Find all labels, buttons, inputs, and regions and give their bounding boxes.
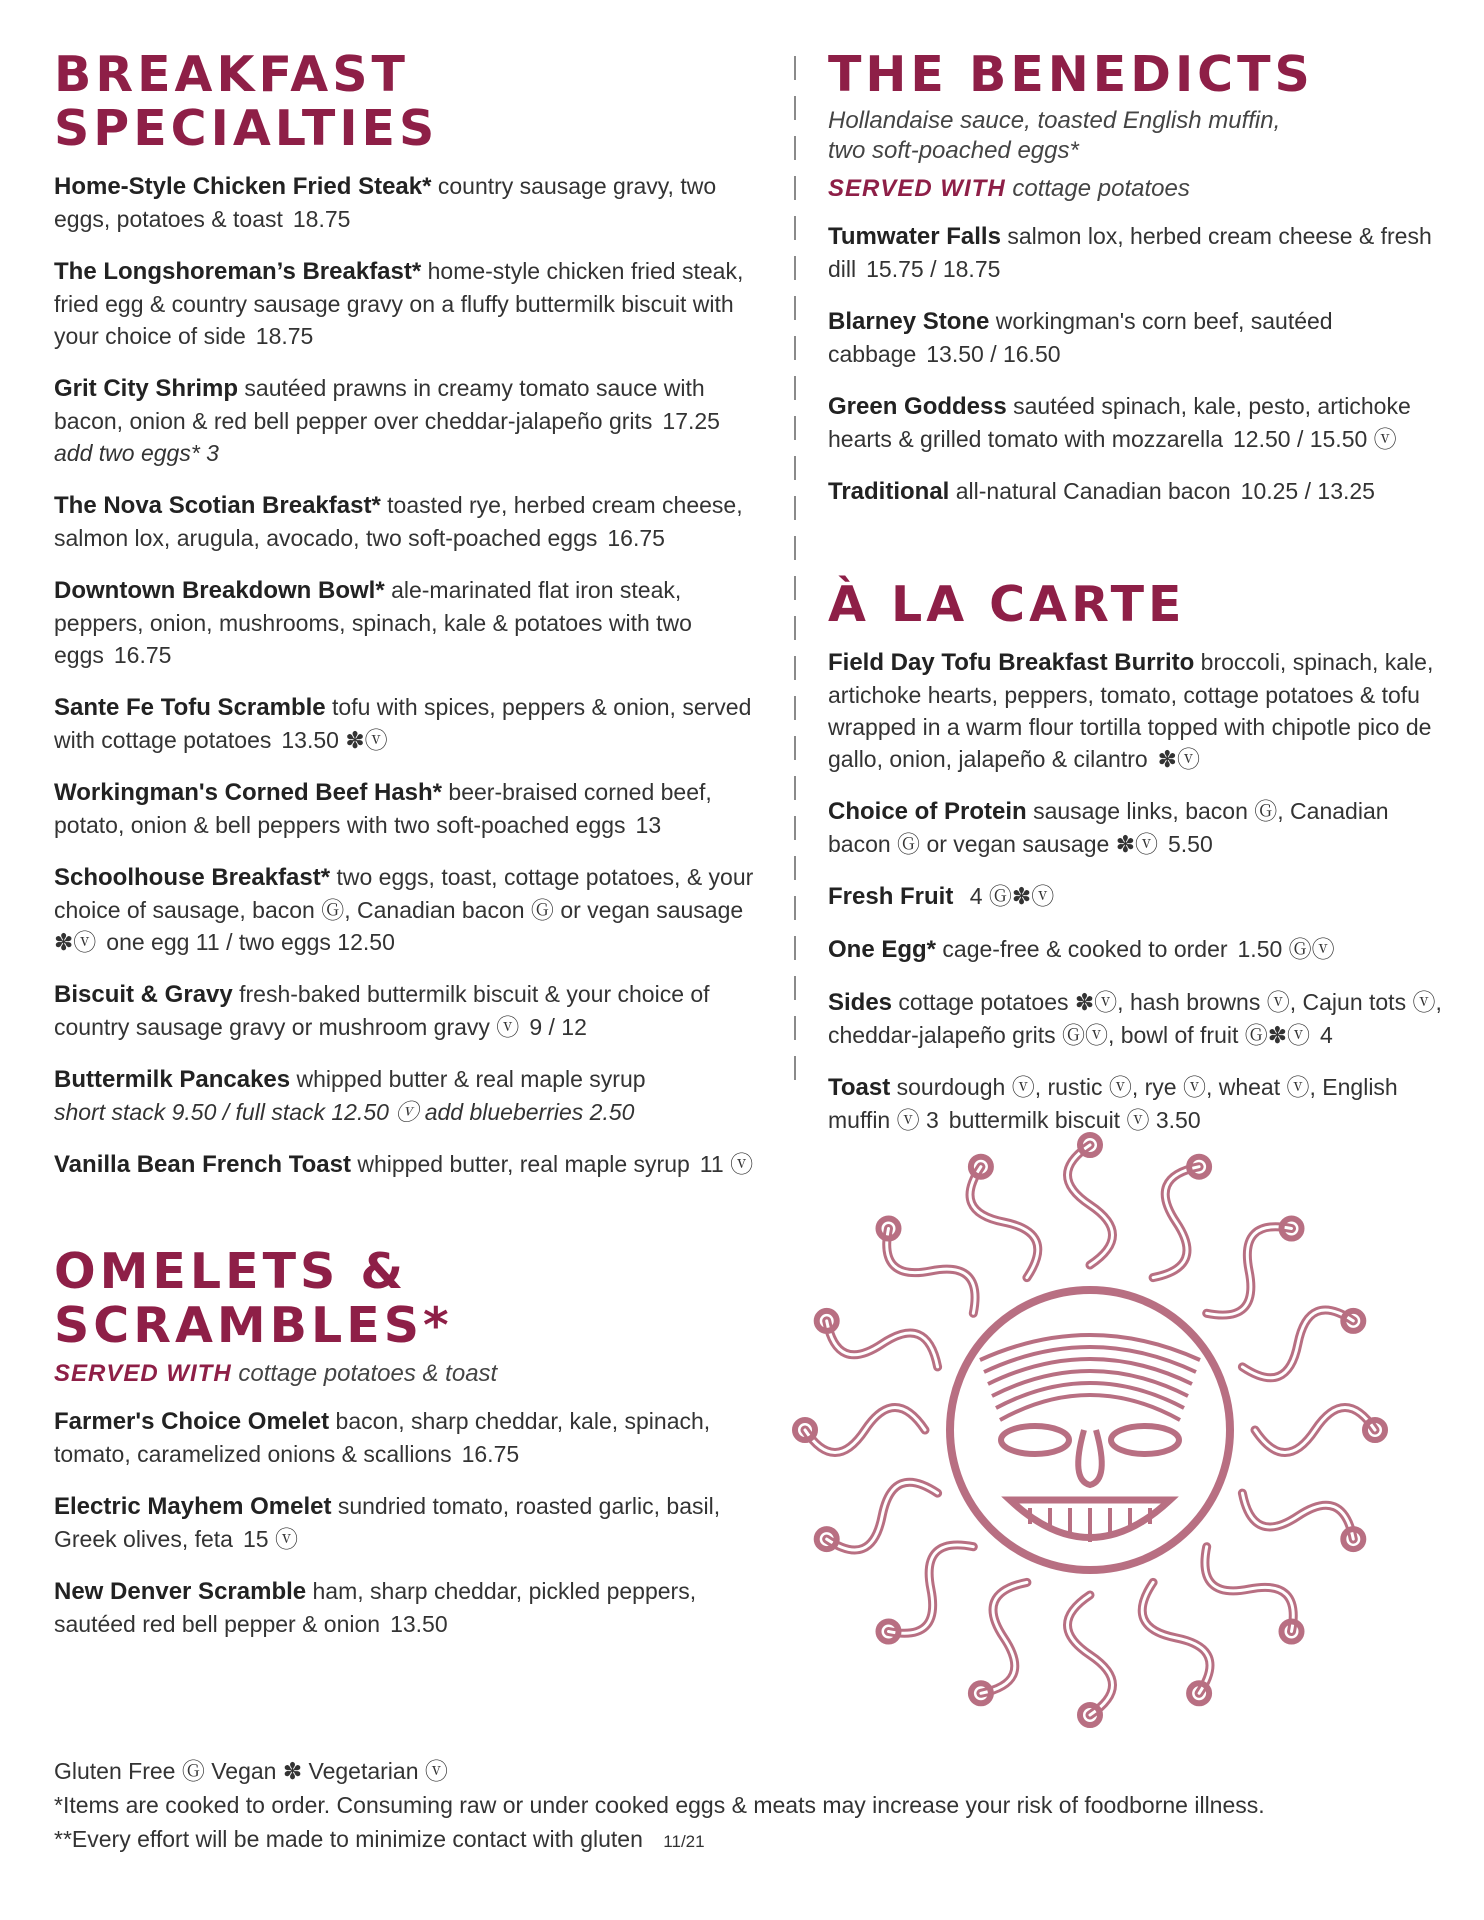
menu-item-price: 15 ⓥ [242, 1526, 298, 1552]
food-safety-note: *Items are cooked to order. Consuming raw or under cooked eggs & meats may increase your risk of foodborne illness. [54, 1792, 1265, 1818]
served-with-text: cottage potatoes [1012, 175, 1190, 202]
menu-item-description: sausage links, bacon Ⓖ, Canadian bacon Ⓖ or vegan sausage ✽ⓥ [828, 798, 1389, 857]
menu-item-price: 15.75 / 18.75 [866, 256, 1001, 282]
omelets-title-line2: SCRAMBLES* [54, 1297, 453, 1354]
menu-item-price: 1.50 Ⓖⓥ [1237, 936, 1335, 962]
benedicts-list [828, 220, 1448, 508]
menu-item [54, 691, 774, 756]
benedicts-subtitle [828, 106, 1448, 166]
menu-item-price: 18.75 [255, 323, 314, 349]
menu-item [828, 933, 1448, 966]
sun-ray-highlight [827, 1482, 938, 1550]
menu-item-price: 13.50 / 16.50 [926, 341, 1061, 367]
menu-item-price: 16.75 [461, 1441, 520, 1467]
served-with-label: SERVED WITH [54, 1360, 232, 1387]
sun-ray-highlight [1205, 1547, 1293, 1632]
menu-item-price: 5.50 [1167, 831, 1213, 857]
menu-item [54, 255, 774, 352]
menu-item-description: whipped butter, real maple syrup [357, 1151, 690, 1177]
left-column [54, 48, 774, 1660]
menu-item-description: salmon lox, herbed cream cheese & fresh dill [828, 223, 1432, 282]
sun-face-icon [760, 1130, 1440, 1760]
menu-item [54, 861, 774, 958]
menu-item-description: ale-marinated flat iron steak, peppers, onion, mushrooms, spinach, kale & potatoes with two eggs [54, 577, 692, 668]
menu-item-price: 11 ⓥ [699, 1151, 754, 1177]
menu-item [54, 1490, 774, 1555]
sun-ray-highlight [889, 1545, 974, 1633]
menu-item-name: Biscuit & Gravy [54, 981, 233, 1008]
column-divider [794, 56, 796, 1086]
menu-item-description: sautéed prawns in creamy tomato sauce with bacon, onion & red bell pepper over cheddar-jalapeño grits [54, 375, 705, 434]
breakfast-title: BREAKFAST SPECIALTIES [54, 46, 439, 157]
menu-item-description: cage-free & cooked to order [942, 936, 1228, 962]
sun-ray-highlight [1207, 1227, 1292, 1315]
menu-item-description: broccoli, spinach, kale, artichoke hearts, peppers, tomato, cottage potatoes & tofu wrapped in a warm flour tortilla topped with chipotle pico de gallo, onion, jalapeño & cilantro [828, 649, 1434, 772]
menu-item-description: country sausage gravy, two eggs, potatoes & toast [54, 173, 717, 232]
dietary-legend: Gluten Free Ⓖ Vegan ✽ Vegetarian ⓥ [54, 1758, 448, 1784]
menu-item-description: workingman's corn beef, sautéed cabbage [828, 308, 1333, 367]
menu-item-price: 4 Ⓖ✽ⓥ [969, 883, 1055, 909]
sun-ray-highlight [981, 1582, 1027, 1693]
menu-item [54, 1575, 774, 1640]
menu-item-description: cottage potatoes ✽ⓥ, hash browns ⓥ, Cajun tots ⓥ, cheddar-jalapeño grits Ⓖⓥ, bowl of fruit Ⓖ✽ⓥ [828, 989, 1442, 1048]
menu-item-name: The Longshoreman’s Breakfast* [54, 258, 422, 285]
menu-item-name: Toast [828, 1074, 891, 1101]
menu-item-description: bacon, sharp cheddar, kale, spinach, tomato, caramelized onions & scallions [54, 1408, 711, 1467]
benedicts-subtitle-line1: Hollandaise sauce, toasted English muffin, [828, 107, 1281, 134]
menu-item-name: Field Day Tofu Breakfast Burrito [828, 649, 1195, 676]
menu-item [54, 489, 774, 554]
menu-item-price: 17.25 [662, 408, 720, 434]
omelets-list [54, 1405, 774, 1640]
benedicts-title: THE BENEDICTS [828, 46, 1314, 103]
menu-item-description: toasted rye, herbed cream cheese, salmon lox, arugula, avocado, two soft-poached eggs [54, 492, 743, 551]
menu-item-name: Vanilla Bean French Toast [54, 1151, 351, 1178]
omelets-title-line1: OMELETS & [54, 1243, 408, 1300]
menu-item [828, 475, 1448, 508]
menu-item [828, 1071, 1448, 1136]
menu-item [828, 986, 1448, 1051]
menu-item-description: all-natural Canadian bacon [955, 478, 1231, 504]
menu-item-description: home-style chicken fried steak, fried egg & country sausage gravy on a fluffy buttermilk biscuit with your choice of side [54, 258, 744, 349]
menu-item-name: Downtown Breakdown Bowl* [54, 577, 385, 604]
menu-item-description: sundried tomato, roasted garlic, basil, Greek olives, feta [54, 1493, 721, 1552]
menu-item-description: whipped butter & real maple syrup [296, 1066, 646, 1092]
menu-item-name: Home-Style Chicken Fried Steak* [54, 173, 432, 200]
menu-item-description: ham, sharp cheddar, pickled peppers, sautéed red bell pepper & onion [54, 1578, 697, 1637]
sun-ray-highlight [970, 1167, 1038, 1278]
menu-item-description: sautéed spinach, kale, pesto, artichoke hearts & grilled tomato with mozzarella [828, 393, 1411, 452]
menu-item-name: Fresh Fruit [828, 883, 954, 910]
menu-item [54, 574, 774, 671]
menu-item-price: one egg 11 / two eggs 12.50 [106, 929, 395, 955]
menu-item-name: Sante Fe Tofu Scramble [54, 694, 326, 721]
menu-item-price: 13.50 [390, 1611, 448, 1637]
menu-item-price: 9 / 12 [529, 1014, 587, 1040]
menu-item [54, 1405, 774, 1470]
menu-item-name: Tumwater Falls [828, 223, 1001, 250]
menu-item [54, 978, 774, 1043]
menu-item-name: Farmer's Choice Omelet [54, 1408, 330, 1435]
menu-item-name: Schoolhouse Breakfast* [54, 864, 331, 891]
menu-item [54, 776, 774, 841]
menu-item [54, 372, 774, 469]
menu-item-price: 13.50 ✽ⓥ [281, 727, 388, 753]
served-with-text: cottage potatoes & toast [238, 1360, 498, 1387]
alacarte-title: À LA CARTE [828, 576, 1186, 633]
menu-item [828, 880, 1448, 913]
menu-item-price: 12.50 / 15.50 ⓥ [1233, 426, 1397, 452]
menu-item-extra: add two eggs* 3 [54, 440, 219, 466]
menu-item-description: fresh-baked buttermilk biscuit & your choice of country sausage gravy or mushroom gravy ⓥ [54, 981, 710, 1040]
menu-item [828, 390, 1448, 455]
breakfast-list [54, 170, 774, 1181]
menu-item-name: Electric Mayhem Omelet [54, 1493, 332, 1520]
omelets-served-with [54, 1359, 774, 1389]
menu-item-name: New Denver Scramble [54, 1578, 307, 1605]
menu-item-description: sourdough ⓥ, rustic ⓥ, rye ⓥ, wheat ⓥ, English muffin ⓥ 3 [828, 1074, 1398, 1133]
menu-item-description: tofu with spices, peppers & onion, served with cottage potatoes [54, 694, 752, 753]
menu-item-name: The Nova Scotian Breakfast* [54, 492, 381, 519]
menu-item-price: 16.75 [113, 642, 172, 668]
menu-item-description: two eggs, toast, cottage potatoes, & your choice of sausage, bacon Ⓖ, Canadian bacon Ⓖ or vegan sausage ✽ⓥ [54, 864, 754, 955]
alacarte-list [828, 646, 1448, 1136]
benedicts-served-with [828, 174, 1448, 204]
menu-item-description: beer-braised corned beef, potato, onion & bell peppers with two soft-poached eggs [54, 779, 712, 838]
menu-item-price: 13 [635, 812, 662, 838]
menu-item-name: Grit City Shrimp [54, 375, 239, 402]
gluten-note [54, 1822, 1434, 1859]
menu-item-price: 16.75 [607, 525, 665, 551]
menu-item-name: Buttermilk Pancakes [54, 1066, 291, 1093]
menu-version-code: 11/21 [663, 1832, 705, 1851]
menu-item [54, 1063, 774, 1128]
sun-ray-highlight [1242, 1310, 1353, 1378]
menu-item-price: buttermilk biscuit ⓥ 3.50 [948, 1107, 1201, 1133]
menu-item [828, 305, 1448, 370]
menu-item [54, 1148, 774, 1181]
menu-item-price: 10.25 / 13.25 [1240, 478, 1375, 504]
menu-item [54, 170, 774, 235]
sun-ray-highlight [1142, 1582, 1210, 1693]
menu-item-name: One Egg* [828, 936, 937, 963]
menu-item-price: 18.75 [292, 206, 351, 232]
menu-item-name: Choice of Protein [828, 798, 1027, 825]
menu-item-name: Blarney Stone [828, 308, 990, 335]
menu-item-extra: short stack 9.50 / full stack 12.50 ⓥ add blueberries 2.50 [54, 1099, 635, 1125]
menu-item [828, 220, 1448, 285]
menu-item [828, 795, 1448, 860]
menu-item-name: Sides [828, 989, 893, 1016]
footer [54, 1754, 1434, 1859]
sun-ray-highlight [1242, 1493, 1353, 1539]
menu-item-name: Workingman's Corned Beef Hash* [54, 779, 443, 806]
menu-item-name: Green Goddess [828, 393, 1007, 420]
right-column [828, 48, 1448, 1156]
menu-item-name: Traditional [828, 478, 950, 505]
benedicts-subtitle-line2: two soft-poached eggs* [828, 137, 1079, 164]
served-with-label: SERVED WITH [828, 175, 1006, 202]
sun-ray-highlight [887, 1229, 975, 1314]
sun-ray-highlight [1153, 1167, 1199, 1278]
menu-item [828, 646, 1448, 775]
menu-item-price: 4 [1320, 1022, 1333, 1048]
gluten-note-text: **Every effort will be made to minimize contact with gluten [54, 1826, 643, 1852]
menu-item-price: ✽ⓥ [1157, 746, 1200, 772]
sun-ray-highlight [827, 1321, 938, 1367]
